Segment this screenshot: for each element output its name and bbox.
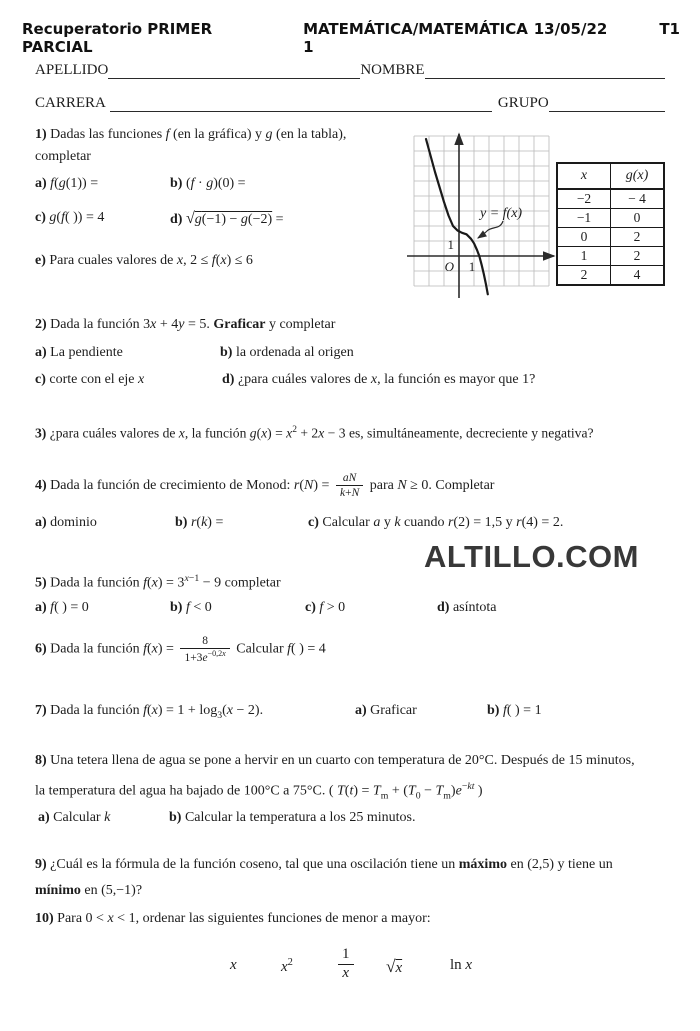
problem-2-options-cd (35, 372, 695, 398)
table-row (557, 228, 664, 247)
problem-7-title: 7) Dada la función $f(x) = 1 + \log_3(x - 2)$. (35, 703, 264, 721)
problem-2-option-b: b) la ordenada al origen (220, 345, 354, 360)
problem-4-title: 4) Dada la función de crecimiento de Monod: r(N) = $\frac{aN}{k+N}$ para N ≥ 0. Completar (35, 472, 495, 500)
cell-x: −2 (557, 189, 611, 209)
problem-2-options-ab (35, 345, 695, 371)
problem-7-row (35, 703, 695, 729)
function-one-over-x: $\frac{1}{x}$ (335, 947, 357, 982)
cell-gx: 2 (611, 247, 665, 266)
table-row (557, 247, 664, 266)
grupo-blank-line (549, 93, 665, 112)
cell-x: 1 (557, 247, 611, 266)
cell-gx: − 4 (611, 189, 665, 209)
problem-4-option-b: b) r(k) = (175, 515, 224, 530)
table-row (557, 209, 664, 228)
problem-1-option-e: e) Para cuales valores de x, 2 ≤ f(x) ≤ 6 (35, 253, 253, 268)
problem-1-option-a: a) f(g(1)) = (35, 176, 99, 191)
problem-1-option-b: b) (f · g)(0) = (170, 176, 246, 191)
function-x: x (230, 957, 237, 973)
problem-5-options (35, 600, 695, 626)
problem-10-functions-row (35, 945, 665, 1000)
problem-1-option-d: d) √g(−1) − g(−2) = (170, 210, 284, 227)
problem-9-line1: 9) ¿Cuál es la fórmula de la función coseno, tal que una oscilación tiene un máximo en (2,5) y tiene un (35, 857, 613, 872)
problem-5-option-d: d) asíntota (437, 600, 497, 615)
carrera-blank-line (110, 93, 492, 112)
cell-gx: 4 (611, 266, 665, 286)
problem-8-options (38, 810, 698, 836)
table-row (557, 189, 664, 209)
problem-5-option-a: a) f( ) = 0 (35, 600, 89, 615)
problem-8-option-a: a) Calcular k (38, 810, 111, 825)
problem-4-option-a: a) dominio (35, 515, 97, 530)
table-header-row (557, 163, 664, 189)
problem-1-title-line1: 1) Dadas las funciones f (en la gráfica) y g (en la tabla), (35, 127, 347, 142)
col-header-gx: g(x) (611, 163, 665, 189)
col-header-x: x (557, 163, 611, 189)
exam-title-left: Recuperatorio PRIMER PARCIAL (22, 20, 213, 56)
x-tick-label: 1 (468, 259, 476, 274)
apellido-nombre-row (35, 60, 665, 79)
problem-4-options (35, 515, 695, 541)
nombre-blank-line (425, 60, 665, 79)
problem-8-line1: 8) Una tetera llena de agua se pone a hervir en un cuarto con temperatura de 20°C. Después de 15 minutos, (35, 753, 635, 768)
g-values-table (556, 162, 665, 286)
problem-4-option-c: c) Calcular a y k cuando r(2) = 1,5 y r(4) = 2. (308, 515, 564, 530)
problem-2-option-d: d) ¿para cuáles valores de x, la función es mayor que 1? (222, 372, 536, 387)
origin-label: O (444, 259, 454, 274)
cell-gx: 2 (611, 228, 665, 247)
y-tick-label: 1 (447, 237, 454, 252)
cell-gx: 0 (611, 209, 665, 228)
table-row (557, 266, 664, 286)
curve-label: y = f(x) (480, 206, 523, 221)
exam-session: T1 (659, 20, 680, 38)
problem-10-title: 10) Para 0 < x < 1, ordenar las siguientes funciones de menor a mayor: (35, 911, 431, 926)
problem-8-line2: la temperatura del agua ha bajado de 100°C a 75°C. ( $T(t) = T_m + (T_0 - T_m)e^{-kt}$ ) (35, 781, 483, 802)
problem-2-option-a: a) La pendiente (35, 345, 123, 360)
function-ln-x: ln x (450, 957, 473, 973)
cell-x: 2 (557, 266, 611, 286)
exam-title-subject: MATEMÁTICA/MATEMÁTICA 1 (303, 20, 528, 56)
cell-x: −1 (557, 209, 611, 228)
problem-7-option-b: b) f( ) = 1 (487, 703, 542, 718)
problem-1-option-c: c) g(f( )) = 4 (35, 210, 105, 225)
cell-x: 0 (557, 228, 611, 247)
exam-header (22, 20, 682, 56)
carrera-label: CARRERA (35, 95, 106, 111)
problem-9-line2: mínimo en (5,−1)? (35, 883, 143, 898)
apellido-label: APELLIDO (35, 62, 109, 78)
nombre-label: NOMBRE (360, 62, 425, 78)
problem-6-title: 6) Dada la función f(x) = $\frac{8}{1+3e^{-0,2x}}$ Calcular f( ) = 4 (35, 635, 326, 664)
grupo-label: GRUPO (497, 95, 549, 111)
exam-date: 13/05/22 (533, 20, 608, 38)
function-graph (402, 124, 572, 302)
problem-2-title: 2) Dada la función 3x + 4y = 5. Graficar y completar (35, 317, 336, 332)
problem-5-option-c: c) f > 0 (305, 600, 346, 615)
problem-1-title-line2: completar (35, 149, 91, 164)
problem-2-option-c: c) corte con el eje x (35, 372, 145, 387)
problem-5-title: 5) Dada la función $f(x) = 3^{x-1} - 9$ completar (35, 573, 281, 591)
apellido-blank-line (108, 60, 360, 79)
problem-5-option-b: b) f < 0 (170, 600, 212, 615)
problem-7-option-a: a) Graficar (355, 703, 417, 718)
function-x-squared: $x^2$ (281, 957, 293, 975)
function-sqrt-x: √x (386, 957, 403, 976)
carrera-grupo-row (35, 93, 665, 112)
problem-3-title: 3) ¿para cuáles valores de x, la función $g(x) = x^2 + 2x - 3$ es, simultáneamente, decreciente y negativa? (35, 425, 594, 441)
altillo-watermark: ALTILLO.COM (424, 539, 639, 574)
curve-pointer-arrow (478, 221, 503, 238)
problem-8-option-b: b) Calcular la temperatura a los 25 minutos. (169, 810, 416, 825)
